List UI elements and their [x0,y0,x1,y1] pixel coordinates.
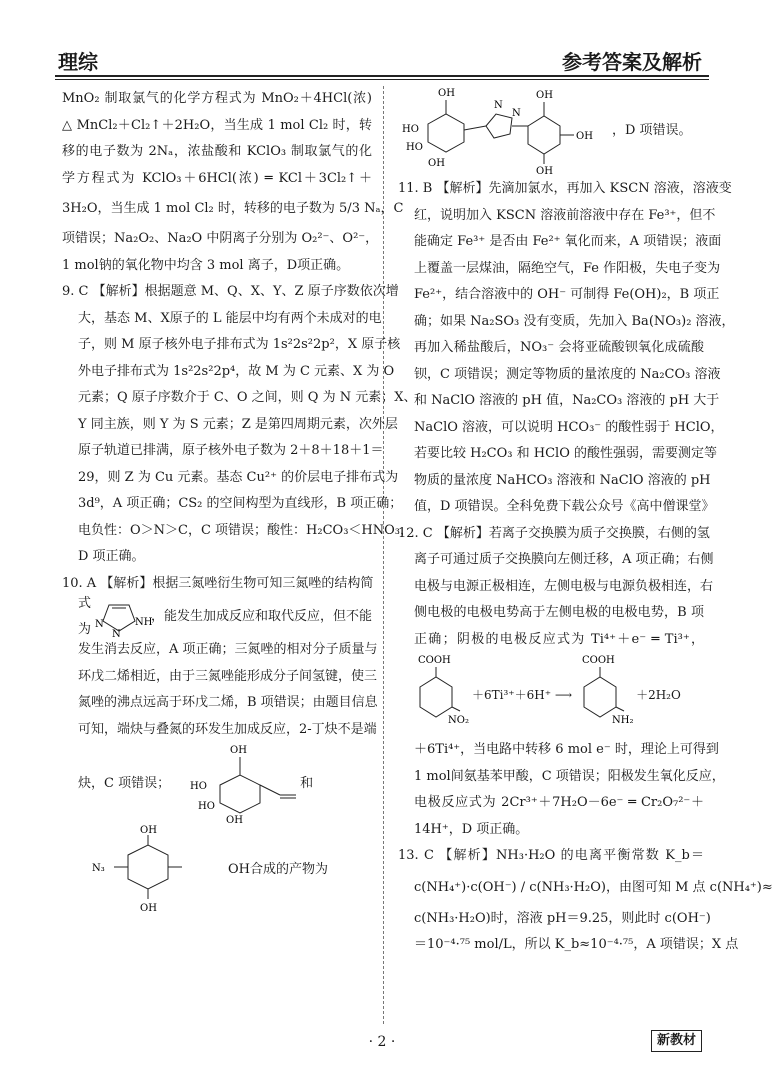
text-line: 确；如果 Na₂SO₃ 没有变质，先加入 Ba(NO₃)₂ 溶液， [414,313,735,329]
text-line: 再加入稀盐酸后，NO₃⁻ 会将亚硫酸钡氧化成硫酸 [414,340,704,355]
text-line: 钡，C 项错误；测定等物质的量浓度的 Na₂CO₃ 溶液 [414,366,721,382]
text-line: 原子轨道已排满，原子核外电子数为 2＋8＋18＋1＝ [78,443,384,458]
nitrogen-label: N [494,100,503,111]
text-line: 子，则 M 原子核外电子排布式为 1s²2s²2p²，X 原子核 [78,337,401,352]
nh2-label: NH₂ [612,715,634,726]
text-line: 电负性：O＞N＞C，C 项错误；酸性：H₂CO₃＜HNO₃， [78,522,414,538]
text-line: 外电子排布式为 1s²2s²2p⁴，故 M 为 C 元素、X 为 O [78,363,395,379]
text-fragment: OH合成的产物为 [228,861,328,877]
text-line: 3d⁹，A 项正确；CS₂ 的空间构型为直线形，B 项正确； [78,496,403,511]
text-line: 上覆盖一层煤油，隔绝空气，Fe 作阳极，失电子变为 [414,260,721,276]
nh-label: NH [134,617,153,628]
text-line: MnO₂ 制取氯气的化学方程式为 MnO₂＋4HCl(浓) [62,91,372,106]
text-line: NaClO 溶液，可以说明 HCO₃⁻ 的酸性弱于 HClO， [414,419,724,435]
text-line: 物质的量浓度 NaHCO₃ 溶液和 NaClO 溶液的 pH [414,472,711,488]
no2-label: NO₂ [448,715,469,726]
page-number: · 2 · [368,1034,396,1050]
page-header [0,0,764,80]
ho-label: HO [190,781,208,792]
oh-label: OH [576,131,593,142]
triazole-row [62,595,372,640]
header-subject: 理综 [58,50,98,74]
text-line: c(NH₄⁺)·c(OH⁻) / c(NH₃·H₂O)，由图可知 M 点 c(NH₄⁺)≈ [414,879,773,895]
glucose-alkyne-structure [170,743,300,825]
text-fragment: ，D 项错误。 [612,122,692,138]
triazole-structure [94,597,153,640]
aminobenzoic-acid-structure [572,653,636,737]
text-line: 发生消去反应，A 项正确；三氮唑的相对分子质量与 [78,642,378,657]
oh-label: OH [428,158,445,169]
text-line: 若要比较 H₂CO₃ 和 HClO 的酸性强弱，需要测定等 [414,446,717,461]
ho-label: HO [406,142,423,153]
text-line: 学方程式为 KClO₃＋6HCl(浓) ═ KCl＋3Cl₂↑＋ [62,170,372,186]
cooh-label: COOH [582,655,615,666]
text-line: ＋6Ti⁴⁺，当电路中转移 6 mol e⁻ 时，理论上可得到 [414,742,719,757]
text-line: ＝10⁻⁴·⁷⁵ mol/L，所以 K_b≈10⁻⁴·⁷⁵，A 项错误；X 点 [414,937,739,952]
nitrobenzoic-acid-structure [408,653,472,737]
text-line: 可知，端炔与叠氮的环发生加成反应，2-丁炔不是端 [78,721,377,737]
header-title: 参考答案及解析 [562,50,702,74]
text-fragment: ，能发生加成反应和取代反应，但不能 [150,608,372,624]
text-line: 和 NaClO 溶液的 pH 值，Na₂CO₃ 溶液的 pH 大于 [414,393,720,408]
text-line: 正确；阴极的电极反应式为 Ti⁴⁺＋e⁻ ═ Ti³⁺， [414,631,704,647]
text-line: 离子可通过质子交换膜向左侧迁移，A 项正确；右侧 [414,552,714,567]
oh-label: OH [230,745,248,756]
text-line: Fe²⁺，结合溶液中的 OH⁻ 可制得 Fe(OH)₂，B 项正 [414,287,720,302]
text-line: 侧电极的电极电势高于左侧电极的电极电势，B 项 [414,605,704,620]
nitrogen-label: N [512,108,521,119]
text-line: 电极反应式为 2Cr³⁺＋7H₂O－6e⁻ ═ Cr₂O₇²⁻＋ [414,795,704,810]
text-line: 氮唑的沸点远高于环戊二烯，B 项错误；由题目信息 [78,695,378,710]
ho-label: HO [198,801,216,812]
text-line: 3H₂O，当生成 1 mol Cl₂ 时，转移的电子数为 5/3 Nₐ，C [62,201,404,216]
header-rule [55,75,709,77]
text-line: 1 mol间氨基苯甲酸，C 项错误；阳极发生氧化反应， [414,768,725,784]
reaction-row [398,653,704,737]
right-column [398,86,773,959]
text-line: 项错误；Na₂O₂、Na₂O 中阴离子分别为 O₂²⁻、O²⁻， [62,231,379,246]
azide-structure [78,825,228,915]
answer-10-line: 10. A 【解析】根据三氮唑衍生物可知三氮唑的结构简 [62,575,374,591]
header-rule-thin [55,79,709,80]
azide-label: N₃ [92,863,105,874]
oh-label: OH [226,815,244,826]
text-line: 29，则 Z 为 Cu 元素。基态 Cu²⁺ 的价层电子排布式为 [78,469,399,485]
oh-label: OH [140,903,157,914]
text-line: c(NH₃·H₂O)时，溶液 pH＝9.25，则此时 c(OH⁻) [414,910,711,926]
nitrogen-label: N [94,619,104,630]
text-fragment: 和 [300,775,314,791]
text-fragment: 式为 [78,595,92,637]
text-line: 电极与电源正极相连，左侧电极与电源负极相连，右 [414,578,714,594]
text-line: 环戊二烯相近，由于三氮唑能形成分子间氢键，使三 [78,668,378,684]
answer-13-line: 13. C 【解析】NH₃·H₂O 的电离平衡常数 K_b＝ [398,848,704,863]
oh-label: OH [536,166,553,177]
triazole-product-row [398,86,704,176]
oh-label: OH [140,825,157,836]
text-line: 大，基态 M、X原子的 L 能层中均有两个未成对的电 [78,310,382,326]
text-line: 值，D 项错误。全科免费下载公众号《高中僧课堂》 [414,499,715,514]
text-line: 14H⁺，D 项正确。 [414,821,529,837]
oh-label: OH [536,90,553,101]
left-column [62,86,417,915]
text-line: 1 mol钠的氧化物中均含 3 mol 离子，D项正确。 [62,257,350,273]
answer-12-line: 12. C 【解析】若离子交换膜为质子交换膜，右侧的氢 [398,525,710,541]
text-line: D 项正确。 [78,549,145,564]
column-divider [383,86,384,1024]
text-line: 能确定 Fe³⁺ 是否由 Fe²⁺ 氧化而来，A 项错误；液面 [414,234,722,249]
text-line: △ MnCl₂＋Cl₂↑＋2H₂O，当生成 1 mol Cl₂ 时，转 [62,117,372,133]
nitrogen-label: N [111,629,121,640]
text-line: 红，说明加入 KSCN 溶液前溶液中存在 Fe³⁺，但不 [414,207,716,223]
text-fragment: 炔，C 项错误； [78,775,171,791]
text-line: 元素；Q 原子序数介于 C、O 之间，则 Q 为 N 元素；X、 [78,390,417,405]
text-line: 移的电子数为 2Nₐ，浓盐酸和 KClO₃ 制取氯气的化 [62,144,372,159]
azide-row [62,825,372,915]
ho-label: HO [402,124,419,135]
oh-label: OH [438,88,455,99]
edition-badge: 新教材 [651,1030,702,1052]
text-fragment: ＋6Ti³⁺＋6H⁺ ⟶ [472,687,573,702]
sugar-alkyne-row [62,743,372,825]
cooh-label: COOH [418,655,451,666]
triazole-product-structure [398,86,612,176]
answer-9-line: 9. C 【解析】根据题意 M、Q、X、Y、Z 原子序数依次增 [62,284,399,299]
answer-11-line: 11. B 【解析】先滴加氯水，再加入 KSCN 溶液，溶液变 [398,181,732,196]
text-fragment: ＋2H₂O [636,687,681,702]
text-line: Y 同主族，则 Y 为 S 元素；Z 是第四周期元素，次外层 [78,416,398,432]
